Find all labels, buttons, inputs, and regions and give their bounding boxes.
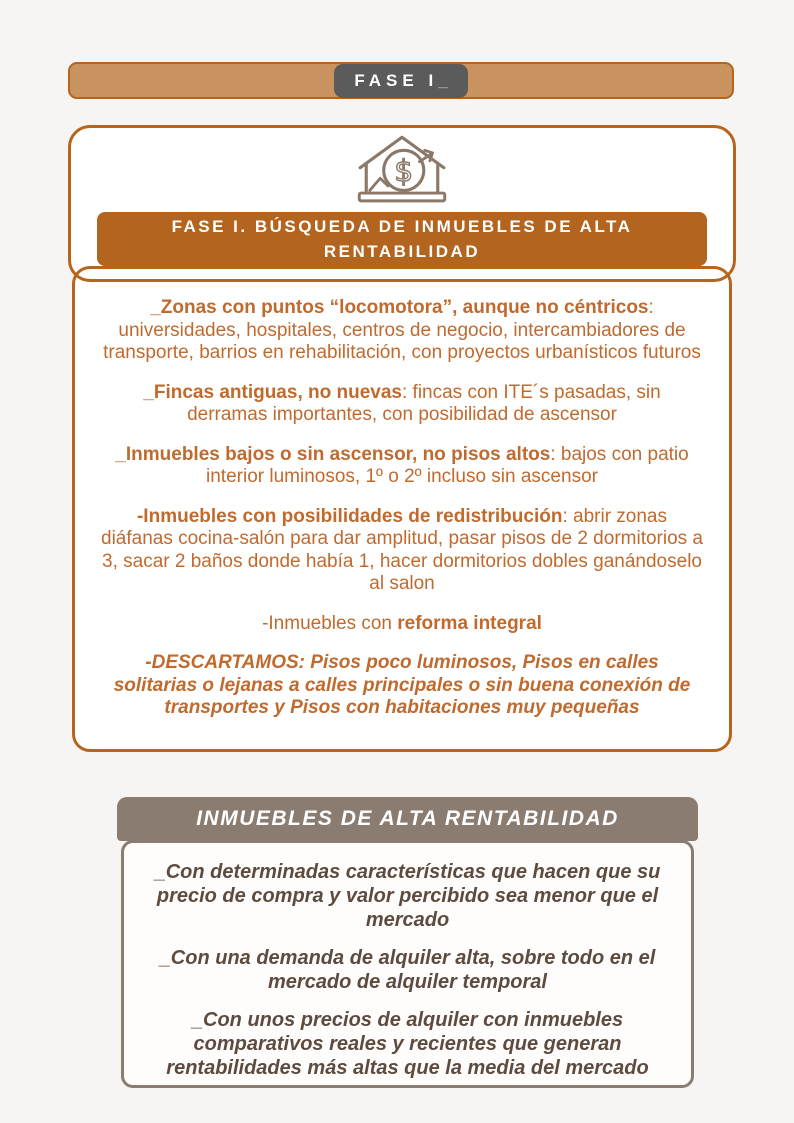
criteria-point-text: : bajos con patio interior luminosos, 1º o 2º incluso sin ascensor bbox=[206, 443, 689, 487]
criteria-point-text: : fincas con ITE´s pasadas, sin derramas importantes, con posibilidad de ascensor bbox=[187, 381, 661, 425]
phase-card bbox=[68, 125, 736, 282]
criteria-point-lead: _Zonas con puntos “locomotora”, aunque no céntricos bbox=[150, 297, 649, 318]
criteria-point bbox=[101, 382, 703, 427]
criteria-box bbox=[72, 266, 732, 752]
criteria-point bbox=[101, 297, 703, 365]
criteria-reform-bold: reforma integral bbox=[397, 612, 542, 634]
highlight-item: _Con unos precios de alquiler con inmuebles comparativos reales y recientes que generan rentabilidades más altas que la media del mercado bbox=[166, 1009, 649, 1079]
phase-card-icon-wrap bbox=[68, 132, 736, 207]
highlight-item: _Con determinadas características que hacen que su precio de compra y valor percibido sea menor que el mercado bbox=[154, 861, 661, 931]
svg-text:$: $ bbox=[394, 152, 414, 188]
criteria-point-reform bbox=[101, 613, 703, 636]
criteria-point-lead: _Fincas antiguas, no nuevas bbox=[143, 381, 402, 403]
criteria-reform-lead: -Inmuebles con bbox=[262, 612, 398, 634]
criteria-point bbox=[101, 444, 703, 489]
phase-banner bbox=[68, 62, 734, 99]
criteria-descartamos: -DESCARTAMOS: Pisos poco luminosos, Pisos en calles solitarias o lejanas a calles principales o sin buena conexión de transportes y Pisos con habitaciones muy pequeñas bbox=[113, 652, 691, 718]
highlight-item: _Con una demanda de alquiler alta, sobre todo en el mercado de alquiler temporal bbox=[159, 947, 656, 993]
criteria-point-lead: -Inmuebles con posibilidades de redistribución bbox=[136, 505, 563, 527]
criteria-point-text: : universidades, hospitales, centros de negocio, intercambiadores de transporte, barrios en rehabilitación, con proyectos urbanísticos futuros bbox=[103, 297, 701, 363]
criteria-point bbox=[101, 506, 703, 596]
phase-pill-cursor: _ bbox=[438, 70, 448, 90]
criteria-point-lead: _Inmuebles bajos o sin ascensor, no pisos altos bbox=[115, 443, 551, 465]
highlight-box bbox=[121, 840, 694, 1088]
phase-card-title: FASE I. BÚSQUEDA DE INMUEBLES DE ALTA RENTABILIDAD bbox=[97, 212, 707, 266]
phase-pill bbox=[334, 64, 467, 98]
house-dollar-growth-icon bbox=[344, 132, 460, 207]
phase-pill-label: FASE I bbox=[354, 70, 439, 90]
criteria-point-text: : abrir zonas diáfanas cocina-salón para dar amplitud, pasar pisos de 2 dormitorios a 3, sacar 2 baños donde había 1, hacer dormitorios dobles ganándoselo al salon bbox=[101, 505, 703, 594]
highlight-panel-title: INMUEBLES DE ALTA RENTABILIDAD bbox=[117, 797, 698, 841]
